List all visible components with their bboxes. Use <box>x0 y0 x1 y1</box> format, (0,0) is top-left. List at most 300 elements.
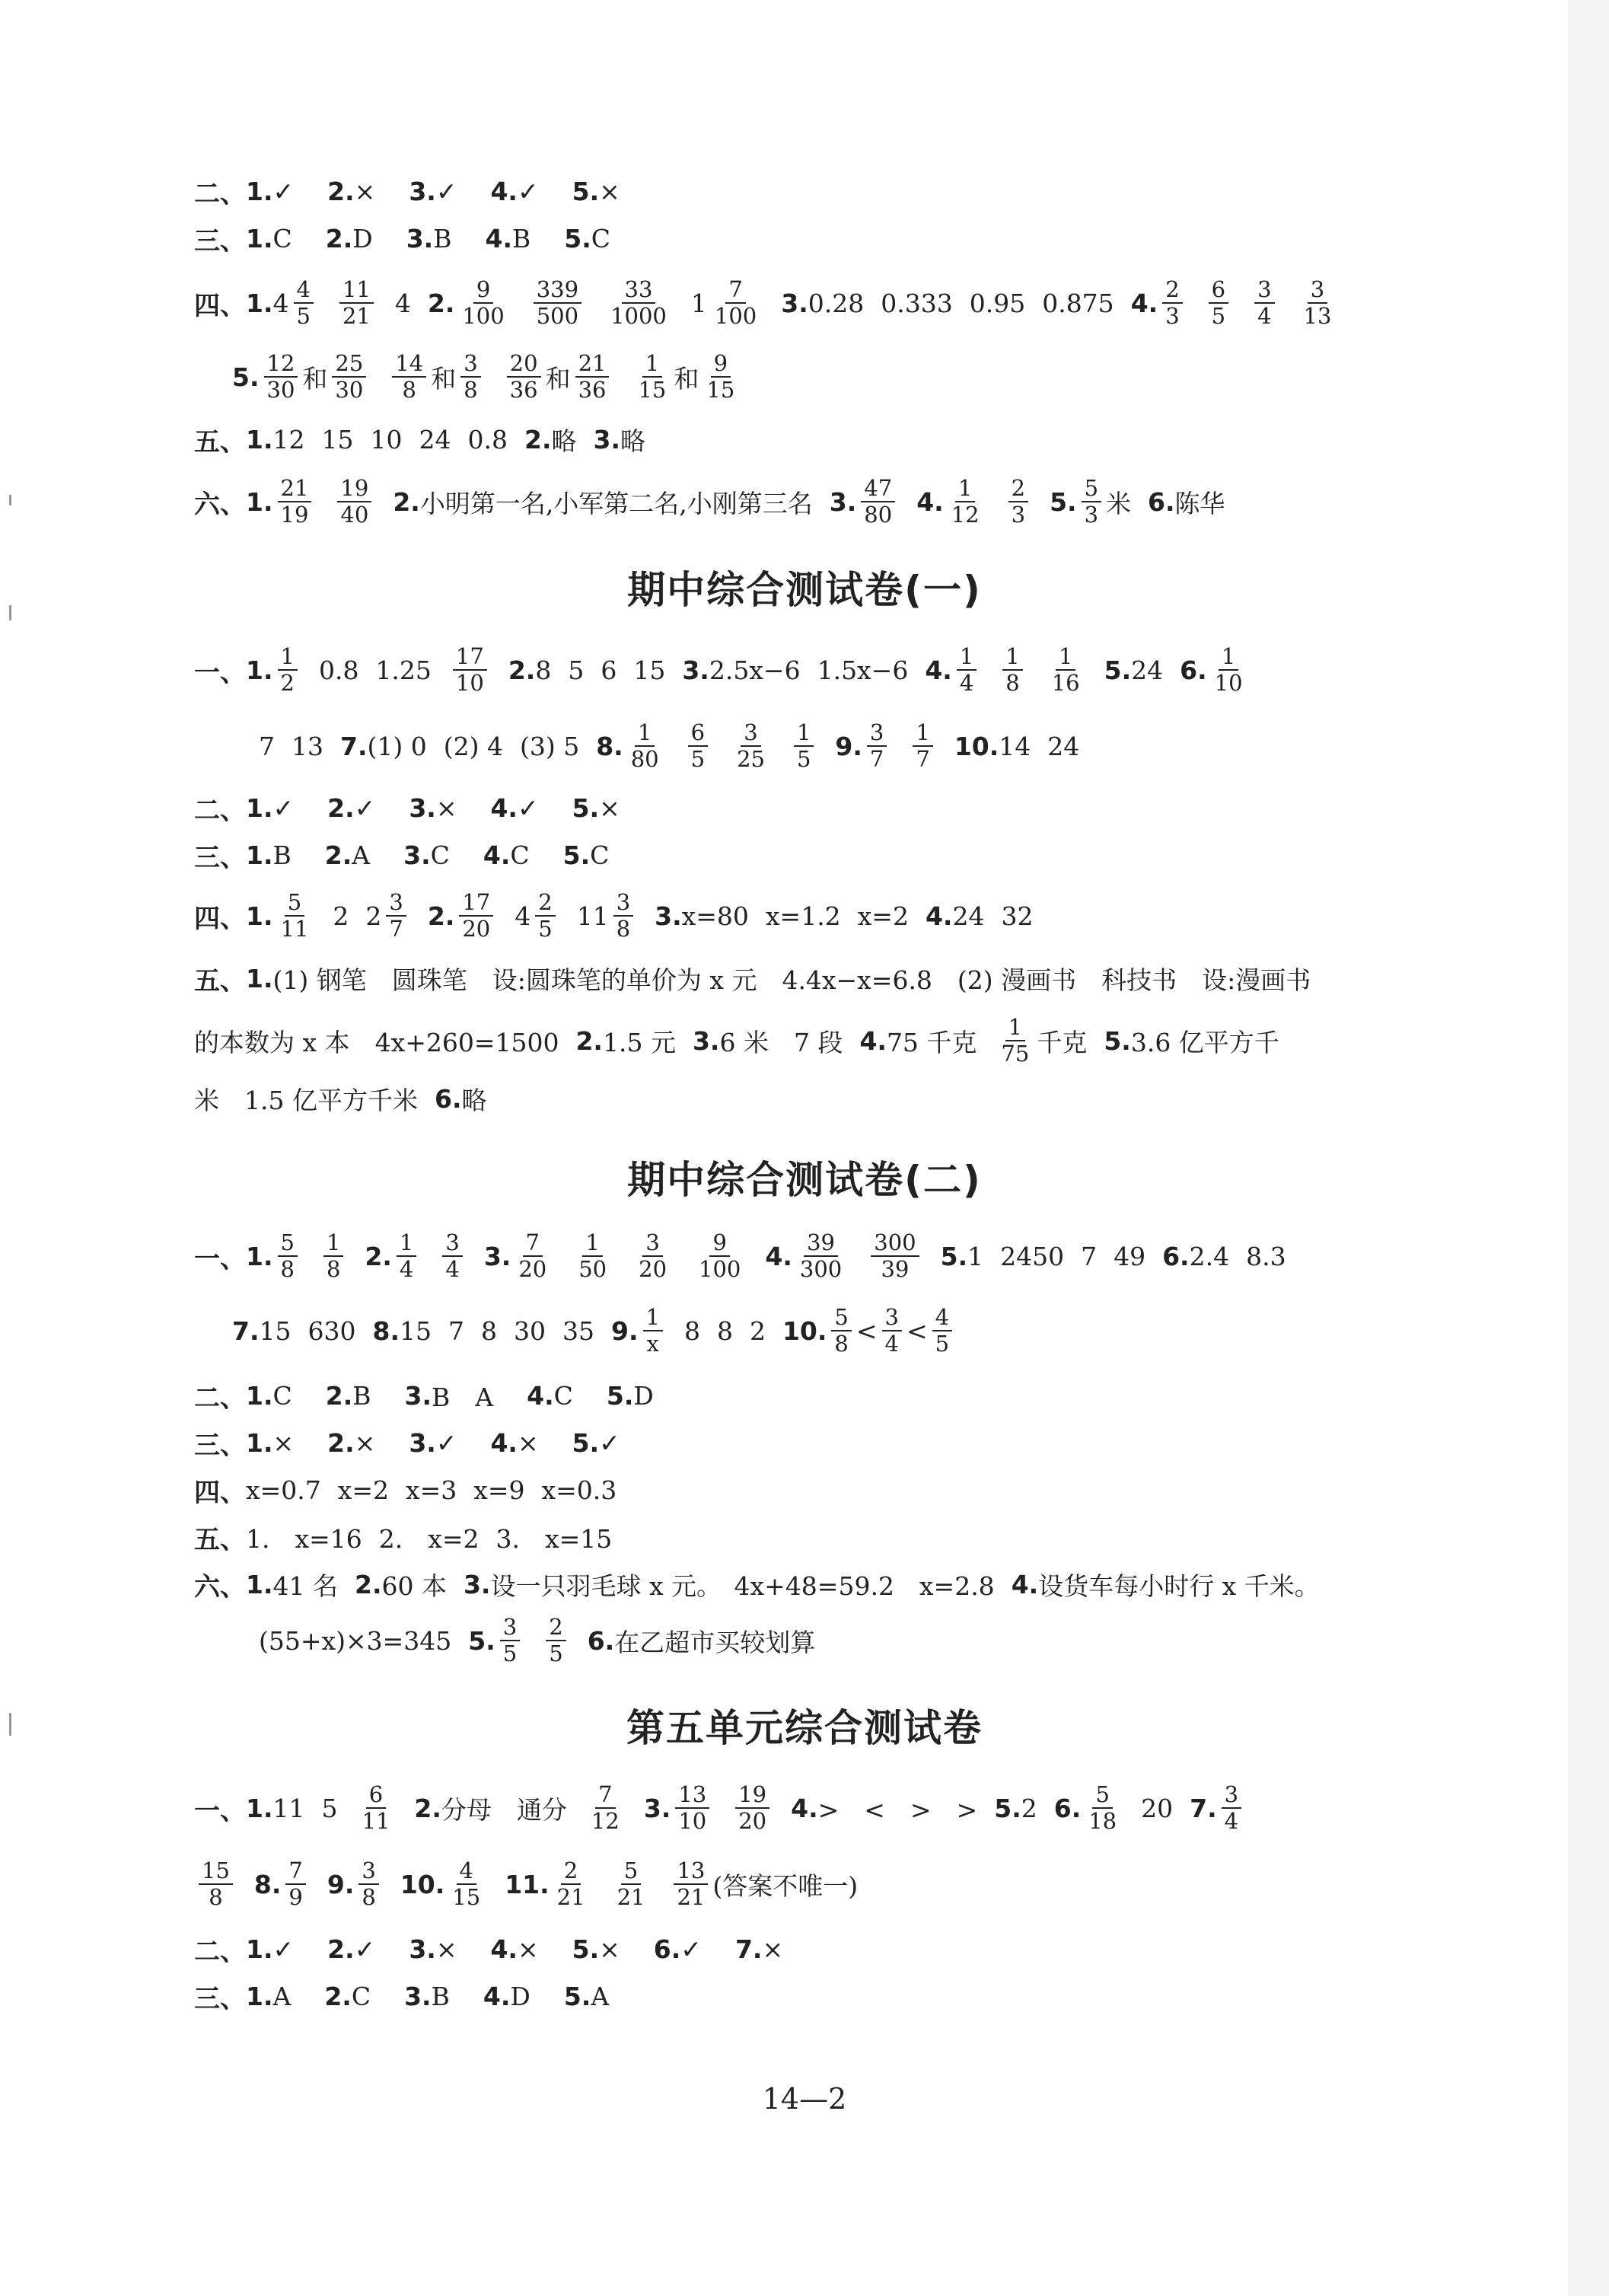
question-number: 6. <box>653 1934 681 1964</box>
numerator: 1 <box>323 1231 343 1257</box>
denominator: 21 <box>556 1884 585 1910</box>
answer-text: (1) 0 <box>367 731 427 761</box>
fraction <box>386 888 406 942</box>
numerator: 1 <box>582 1231 602 1257</box>
binding-mark <box>9 495 11 505</box>
fraction <box>643 1303 663 1357</box>
fraction <box>460 349 480 403</box>
numerator: 1 <box>913 721 932 747</box>
question-number: 2. <box>327 176 355 206</box>
answer-text: C <box>590 840 610 870</box>
fraction <box>957 645 977 696</box>
denominator: 21 <box>342 303 371 329</box>
denominator: 4 <box>445 1256 460 1282</box>
answer-line <box>232 346 742 407</box>
answer-text: 8 <box>716 1315 733 1346</box>
answer-text: × <box>599 176 620 206</box>
answer-text: × <box>435 1934 457 1964</box>
question-number: 1. <box>246 792 273 823</box>
answer-line <box>194 172 620 210</box>
numerator: 3 <box>460 352 480 378</box>
answer-text: 2450 <box>1000 1241 1065 1271</box>
answer-text: 略 <box>551 426 577 456</box>
denominator: 3 <box>1084 502 1099 528</box>
denominator: 100 <box>462 303 505 329</box>
answer-text: 60 本 <box>381 1571 447 1601</box>
answer-line <box>194 420 645 458</box>
fraction <box>1085 1783 1120 1834</box>
denominator: 12 <box>951 502 980 528</box>
answer-text: 24 <box>1047 731 1080 761</box>
answer-text: 2 <box>365 901 382 931</box>
denominator: 15 <box>706 377 735 403</box>
question-number: 5. <box>1104 1025 1131 1056</box>
answer-line <box>194 1079 486 1118</box>
answer-text: 0.8 <box>467 424 508 454</box>
answer-text: 24 <box>419 424 451 454</box>
question-number: 4. <box>1011 1569 1039 1599</box>
answer-text: 24 <box>1131 655 1164 685</box>
answer-text: 32 <box>1001 901 1034 931</box>
answer-text: D <box>633 1380 654 1411</box>
question-number: 7. <box>1190 1793 1217 1823</box>
denominator: 10 <box>455 670 484 696</box>
answer-text: 4 <box>394 288 411 318</box>
numerator: 25 <box>332 352 366 378</box>
answer-text: × <box>272 1427 295 1458</box>
denominator: 8 <box>834 1331 849 1357</box>
fraction <box>1049 645 1083 696</box>
answer-text: 2.5x−6 <box>709 655 801 685</box>
fraction <box>453 645 487 696</box>
question-number: 1. <box>246 840 273 870</box>
answer-text: (答案不唯一) <box>712 1870 859 1901</box>
answer-text: 7 <box>1081 1241 1098 1271</box>
answer-text: ✓ <box>354 1934 376 1964</box>
question-number: 6. <box>434 1083 462 1114</box>
answer-text: 6 米 7 段 <box>719 1027 843 1057</box>
denominator: 7 <box>389 916 403 942</box>
answer-text: 41 名 <box>272 1571 338 1601</box>
answer-line <box>194 1376 654 1414</box>
fraction <box>358 1859 378 1910</box>
question-number: 4. <box>483 1981 511 2011</box>
numerator: 3 <box>1308 278 1327 304</box>
answer-line <box>194 1565 1320 1603</box>
answer-line <box>194 1424 620 1462</box>
question-number: 8. <box>372 1315 400 1346</box>
question-number: 1. <box>246 288 273 318</box>
denominator: 21 <box>617 1884 645 1910</box>
denominator: 30 <box>335 377 364 403</box>
denominator: 20 <box>518 1256 547 1282</box>
numerator: 1 <box>643 1306 663 1331</box>
fraction <box>674 1859 708 1910</box>
answer-line <box>194 1471 617 1509</box>
section-label: 六、 <box>194 1571 246 1602</box>
answer-text: 和 <box>431 363 457 394</box>
fraction <box>332 349 366 403</box>
numerator: 3 <box>358 1859 378 1885</box>
denominator: 5 <box>935 1331 950 1357</box>
section-label: 二、 <box>194 795 246 826</box>
question-number: 3. <box>409 176 436 206</box>
numerator: 3 <box>442 1231 462 1257</box>
fraction <box>285 1859 305 1910</box>
section-label: 四、 <box>194 1477 246 1508</box>
answer-text: 米 1.5 亿平方千米 <box>194 1085 418 1115</box>
fraction <box>459 888 493 942</box>
numerator: 9 <box>473 278 493 304</box>
section-title: 期中综合测试卷(一) <box>627 568 982 612</box>
answer-text: 11 <box>576 901 609 931</box>
question-number: 5. <box>940 1241 968 1271</box>
answer-line <box>194 1518 612 1556</box>
answer-text: C <box>430 840 450 870</box>
answer-text: 6 <box>601 655 617 685</box>
numerator: 3 <box>642 1231 662 1257</box>
numerator: 21 <box>575 352 610 378</box>
question-number: 6. <box>1053 1793 1082 1823</box>
answer-text: 2 <box>749 1315 766 1346</box>
answer-line <box>194 471 1225 532</box>
answer-text: 15 <box>400 1315 432 1346</box>
numerator: 12 <box>264 352 298 378</box>
denominator: 10 <box>678 1808 707 1834</box>
question-number: 1. <box>246 1793 273 1823</box>
answer-line <box>194 639 1251 700</box>
denominator: 5 <box>296 303 311 329</box>
denominator: 21 <box>677 1884 706 1910</box>
question-number: 6. <box>587 1625 615 1656</box>
question-number: 4. <box>916 486 944 517</box>
numerator: 17 <box>459 891 493 917</box>
answer-text: 和 <box>302 363 328 394</box>
answer-line <box>194 1854 858 1915</box>
question-number: 4. <box>490 1934 518 1964</box>
question-number: 10. <box>782 1315 827 1346</box>
question-number: 1. <box>246 901 273 931</box>
denominator: 11 <box>280 916 309 942</box>
numerator: 7 <box>725 278 745 304</box>
question-number: 4. <box>485 223 512 254</box>
answer-text: x=1.2 <box>765 901 841 931</box>
answer-text: × <box>517 1427 539 1458</box>
section-label: 二、 <box>194 1382 246 1414</box>
denominator: 36 <box>509 377 538 403</box>
question-number: 5. <box>1104 655 1132 685</box>
answer-text: 略 <box>461 1085 487 1115</box>
answer-line <box>194 959 1311 997</box>
question-number: 5. <box>1050 486 1077 517</box>
answer-line <box>194 273 1339 333</box>
answer-text: x=9 <box>473 1475 525 1505</box>
answer-text: × <box>354 176 376 206</box>
question-number: 5. <box>468 1625 495 1656</box>
answer-text: 12 <box>272 424 305 454</box>
question-number: 5. <box>572 1427 600 1458</box>
question-number: 2. <box>575 1025 603 1056</box>
answer-text: 设货车每小时行 x 千米。 <box>1038 1571 1320 1601</box>
fraction <box>1008 474 1028 528</box>
numerator: 1 <box>1005 1016 1025 1041</box>
answer-text: 630 <box>307 1315 356 1346</box>
denominator: 50 <box>578 1256 607 1282</box>
answer-line <box>259 1610 815 1671</box>
section-label: 五、 <box>194 426 246 458</box>
numerator: 13 <box>675 1783 709 1809</box>
fraction <box>278 888 312 942</box>
fraction <box>1301 278 1335 329</box>
denominator: 5 <box>796 746 811 772</box>
numerator: 1 <box>955 477 975 502</box>
answer-text: 8 <box>535 655 552 685</box>
section-title: 期中综合测试卷(二) <box>627 1158 982 1202</box>
question-number: 2. <box>414 1793 441 1823</box>
numerator: 5 <box>621 1859 641 1885</box>
answer-text: x=0.7 <box>246 1475 321 1505</box>
page-number: 14—2 <box>762 2082 847 2116</box>
numerator: 2 <box>561 1859 581 1885</box>
answer-text: 24 <box>952 901 985 931</box>
section-label: 三、 <box>194 1430 246 1461</box>
answer-text: 和 <box>674 363 699 394</box>
numerator: 5 <box>1092 1783 1112 1809</box>
section-label: 三、 <box>194 225 246 257</box>
numerator: 9 <box>709 1231 729 1257</box>
answer-line <box>194 1010 1279 1071</box>
fraction <box>459 278 507 329</box>
answer-line <box>194 789 620 827</box>
section-label: 四、 <box>194 290 246 321</box>
fraction <box>397 1231 416 1282</box>
numerator: 3 <box>386 891 406 917</box>
question-number: 2. <box>508 655 536 685</box>
question-number: 3. <box>682 655 709 685</box>
answer-text: 2.4 <box>1189 1241 1230 1271</box>
denominator: 15 <box>452 1884 481 1910</box>
question-number: 3. <box>643 1793 671 1823</box>
answer-text: 75 千克 <box>886 1027 977 1057</box>
denominator: 8 <box>616 916 631 942</box>
answer-text: 的本数为 x 本 4x+260=1500 <box>194 1027 559 1057</box>
numerator: 13 <box>674 1859 708 1885</box>
answer-text: B <box>272 840 292 870</box>
fraction <box>735 1783 769 1834</box>
denominator: 3 <box>1165 303 1180 329</box>
answer-line <box>232 1300 957 1361</box>
denominator: 300 <box>799 1256 843 1282</box>
fraction <box>712 278 760 329</box>
denominator: 100 <box>699 1256 741 1282</box>
question-number: 11. <box>505 1869 550 1899</box>
answer-text: < <box>855 1315 878 1346</box>
question-number: 2. <box>324 1981 352 2011</box>
denominator: 25 <box>737 746 765 772</box>
answer-text: 3. x=15 <box>495 1523 613 1554</box>
question-number: 3. <box>692 1025 720 1056</box>
denominator: 36 <box>578 377 607 403</box>
fraction <box>535 888 555 942</box>
section-label: 六、 <box>194 489 246 520</box>
question-number: 3. <box>781 288 808 318</box>
denominator: 8 <box>280 1256 295 1282</box>
question-number: 4. <box>490 792 518 823</box>
numerator: 47 <box>861 477 895 502</box>
denominator: 8 <box>464 377 478 403</box>
question-number: 6. <box>1148 486 1175 517</box>
section-label: 二、 <box>194 178 246 209</box>
numerator: 1 <box>794 721 814 747</box>
answer-text: ✓ <box>599 1427 620 1458</box>
answer-text: B A <box>432 1382 494 1412</box>
answer-text: 1.5x−6 <box>817 655 909 685</box>
answer-text: B <box>352 1380 371 1411</box>
fraction <box>613 888 633 942</box>
numerator: 19 <box>337 477 371 502</box>
question-number: 2. <box>324 840 352 870</box>
numerator: 2 <box>1008 477 1028 502</box>
numerator: 6 <box>1209 278 1228 304</box>
fraction <box>948 474 983 528</box>
numerator: 39 <box>804 1231 838 1257</box>
question-number: 3. <box>829 486 857 517</box>
fraction <box>932 1303 952 1357</box>
question-number: 1. <box>246 963 273 993</box>
answer-line <box>194 836 609 874</box>
question-number: 2. <box>427 288 455 318</box>
fraction <box>1162 278 1182 329</box>
question-number: 2. <box>325 223 353 254</box>
denominator: 7 <box>916 746 930 772</box>
answer-text: (3) 5 <box>519 731 580 761</box>
answer-text: 10 <box>370 424 403 454</box>
answer-text: ✓ <box>272 1934 295 1964</box>
question-number: 2. <box>365 1241 392 1271</box>
answer-text: (55+x)×3=345 <box>259 1625 452 1656</box>
numerator: 1 <box>957 645 977 671</box>
question-number: 10. <box>954 731 999 761</box>
denominator: 4 <box>959 670 974 696</box>
denominator: 10 <box>1214 670 1243 696</box>
denominator: 500 <box>536 303 579 329</box>
numerator: 4 <box>932 1306 952 1331</box>
answer-text: 0.875 <box>1042 288 1114 318</box>
denominator: 8 <box>326 1256 341 1282</box>
answer-text: 0.28 <box>808 288 865 318</box>
answer-text: ✓ <box>354 792 376 823</box>
numerator: 339 <box>534 278 581 304</box>
denominator: 75 <box>1001 1041 1030 1067</box>
question-number: 3. <box>483 1241 511 1271</box>
answer-text: 14 <box>999 731 1031 761</box>
fraction <box>867 721 887 772</box>
answer-text: 0.333 <box>881 288 953 318</box>
numerator: 4 <box>457 1859 476 1885</box>
answer-text: (1) 钢笔 圆珠笔 设:圆珠笔的单价为 x 元 4.4x−x=6.8 (2) 漫画书 科技书 设:漫画书 <box>272 965 1311 995</box>
numerator: 5 <box>831 1306 851 1331</box>
numerator: 3 <box>613 891 633 917</box>
numerator: 7 <box>285 1859 305 1885</box>
answer-text: x=80 <box>681 901 749 931</box>
question-number: 3. <box>409 1934 436 1964</box>
answer-text: 15 <box>259 1315 292 1346</box>
question-number: 1. <box>246 1569 273 1599</box>
fraction <box>794 721 814 772</box>
answer-text: 35 <box>562 1315 594 1346</box>
answer-text: D <box>352 223 373 254</box>
fraction <box>500 1615 520 1666</box>
answer-text: 2 <box>333 901 349 931</box>
numerator: 3 <box>1222 1783 1241 1809</box>
numerator: 3 <box>882 1306 902 1331</box>
answer-text: B <box>511 223 531 254</box>
question-number: 4. <box>483 840 511 870</box>
question-number: 4. <box>925 901 953 931</box>
question-number: 1. <box>246 223 273 254</box>
denominator: 16 <box>1051 670 1080 696</box>
fraction <box>688 721 708 772</box>
answer-text: 1.25 <box>375 655 432 685</box>
question-number: 5. <box>572 176 600 206</box>
numerator: 3 <box>1254 278 1274 304</box>
denominator: 5 <box>502 1641 518 1666</box>
question-number: 2. <box>327 1934 355 1964</box>
numerator: 7 <box>595 1783 615 1809</box>
question-number: 1. <box>246 1934 273 1964</box>
question-number: 5. <box>564 223 591 254</box>
answer-text: ✓ <box>517 792 539 823</box>
numerator: 3 <box>867 721 887 747</box>
numerator: 1 <box>642 352 662 378</box>
denominator: x <box>646 1331 659 1357</box>
fraction <box>635 349 669 403</box>
question-number: 4. <box>765 1241 792 1271</box>
answer-line <box>194 1226 1286 1287</box>
denominator: 30 <box>266 377 295 403</box>
numerator: 5 <box>285 891 304 917</box>
answer-text: 30 <box>514 1315 546 1346</box>
question-number: 4. <box>490 176 518 206</box>
fraction <box>675 1783 709 1834</box>
question-number: 1. <box>246 486 273 517</box>
answer-text: 陈华 <box>1174 488 1225 518</box>
fraction <box>871 1231 919 1282</box>
fraction <box>507 349 541 403</box>
section-label: 四、 <box>194 903 246 934</box>
answer-text: 5 <box>321 1793 338 1823</box>
numerator: 300 <box>871 1231 919 1257</box>
answer-text: C <box>591 223 610 254</box>
fraction <box>1222 1783 1241 1834</box>
answer-text: x=2 <box>337 1475 390 1505</box>
fraction <box>449 1859 483 1910</box>
denominator: 9 <box>288 1884 303 1910</box>
question-number: 2. <box>427 901 455 931</box>
question-number: 6. <box>1162 1241 1190 1271</box>
answer-text: 小明第一名,小军第二名,小刚第三名 <box>419 488 813 518</box>
fraction <box>1209 278 1228 329</box>
answer-text: 千克 <box>1037 1027 1088 1057</box>
question-number: 3. <box>463 1569 491 1599</box>
question-number: 2. <box>327 792 355 823</box>
denominator: 5 <box>690 746 706 772</box>
denominator: 15 <box>638 377 667 403</box>
answer-text: ✓ <box>435 176 457 206</box>
question-number: 3. <box>409 1427 436 1458</box>
answer-line <box>259 716 1079 776</box>
numerator: 3 <box>741 721 760 747</box>
